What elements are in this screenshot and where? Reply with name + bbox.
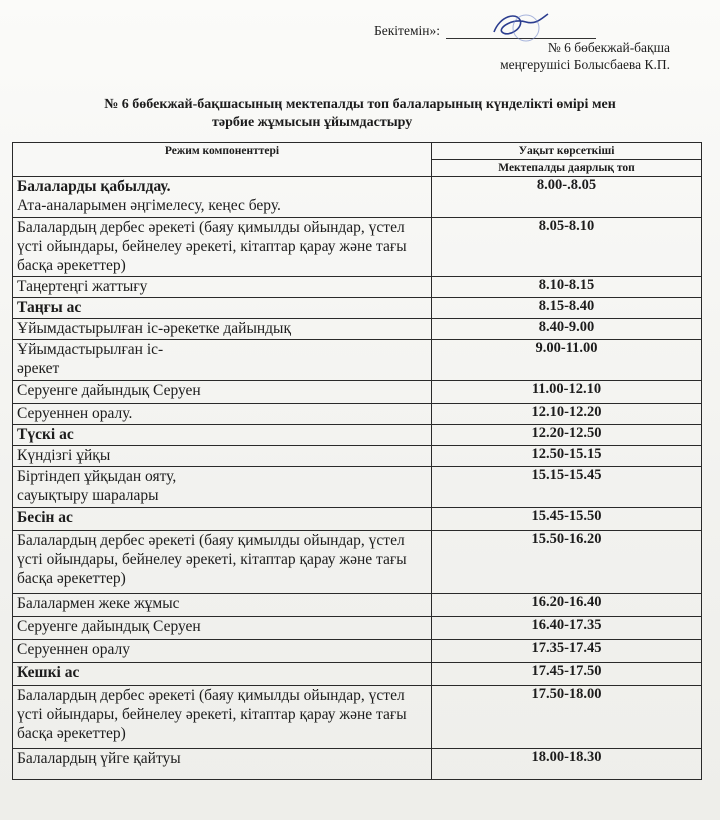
table-row (13, 749, 702, 780)
signature-line (446, 24, 596, 39)
time-cell: 12.10-12.20 (432, 404, 702, 425)
time-cell: 12.50-15.15 (432, 446, 702, 467)
activity-cell (13, 218, 432, 277)
activity-text: Бесін ас (17, 509, 73, 526)
table-row (13, 298, 702, 319)
activity-text: Балалардың үйге қайтуы (17, 750, 181, 767)
table-row (13, 177, 702, 218)
table-row (13, 404, 702, 425)
approval-label: Бекітемін»: (374, 23, 440, 38)
activity-cell (13, 425, 432, 446)
signature-icon (486, 10, 556, 44)
activity-cell (13, 749, 432, 780)
table-row (13, 594, 702, 617)
time-cell: 17.50-18.00 (432, 686, 702, 749)
table-row (13, 319, 702, 340)
activity-cell (13, 531, 432, 594)
title-line-1: № 6 бөбекжай-бақшасының мектепалды топ балаларының күнделікті өмірі мен (104, 97, 616, 112)
activity-cell (13, 446, 432, 467)
table-row (13, 340, 702, 381)
time-cell: 8.15-8.40 (432, 298, 702, 319)
activity-text-line2: Ата-аналарымен әңгімелесу, кеңес беру. (17, 197, 281, 214)
activity-text: Серуеннен оралу (17, 641, 131, 658)
activity-cell (13, 277, 432, 298)
table-row (13, 508, 702, 531)
table-row (13, 640, 702, 663)
table-row (13, 686, 702, 749)
time-cell: 15.50-16.20 (432, 531, 702, 594)
activity-text: Балалардың дербес әрекеті (баяу қимылды ойындар, үстел үсті ойындары, бейнелеу әрекеті, кітаптар қарау және тағы басқа әрекеттер) (17, 532, 407, 587)
time-cell: 18.00-18.30 (432, 749, 702, 780)
activity-cell (13, 177, 432, 218)
time-cell: 15.15-15.45 (432, 467, 702, 508)
time-cell: 17.35-17.45 (432, 640, 702, 663)
time-cell: 12.20-12.50 (432, 425, 702, 446)
activity-text: Кешкі ас (17, 664, 80, 681)
activity-cell (13, 640, 432, 663)
activity-text: Түскі ас (17, 426, 74, 443)
activity-text: Балалардың дербес әрекеті (баяу қимылды ойындар, үстел үсті ойындары, бейнелеу әрекеті, кітаптар қарау және тағы басқа әрекеттер) (17, 219, 407, 274)
col-header-time: Уақыт көрсеткіші (432, 143, 702, 160)
time-cell: 8.05-8.10 (432, 218, 702, 277)
table-row (13, 663, 702, 686)
activity-cell (13, 594, 432, 617)
activity-text-line2: сауықтыру шаралары (17, 487, 159, 504)
activity-cell (13, 319, 432, 340)
approval-head: меңгерушісі Болысбаева К.П. (500, 57, 670, 72)
time-cell: 16.40-17.35 (432, 617, 702, 640)
time-cell: 9.00-11.00 (432, 340, 702, 381)
title-line-2: тәрбие жұмысын ұйымдастыру (212, 115, 413, 130)
activity-text: Күндізгі ұйқы (17, 447, 111, 464)
activity-text: Серуенге дайындық Серуен (17, 382, 201, 399)
activity-text: Таңертеңгі жаттығу (17, 278, 148, 295)
activity-cell (13, 663, 432, 686)
activity-text: Ұйымдастырылған іс-әрекетке дайындық (17, 320, 292, 337)
schedule-table (12, 142, 702, 780)
time-cell: 8.00-.8.05 (432, 177, 702, 218)
table-row (13, 218, 702, 277)
time-cell: 15.45-15.50 (432, 508, 702, 531)
activity-text: Біртіндеп ұйқыдан ояту, (17, 468, 177, 485)
table-row (13, 381, 702, 404)
activity-text: Балалардың дербес әрекеті (баяу қимылды ойындар, үстел үсті ойындары, бейнелеу әрекеті, кітаптар қарау және тағы басқа әрекеттер) (17, 687, 407, 742)
time-cell: 8.10-8.15 (432, 277, 702, 298)
activity-cell (13, 508, 432, 531)
activity-cell (13, 686, 432, 749)
table-row (13, 467, 702, 508)
activity-cell (13, 340, 432, 381)
time-cell: 17.45-17.50 (432, 663, 702, 686)
activity-cell (13, 467, 432, 508)
time-cell: 11.00-12.10 (432, 381, 702, 404)
approval-org: № 6 бөбекжай-бақша (547, 40, 670, 55)
table-row (13, 446, 702, 467)
activity-cell (13, 381, 432, 404)
table-row (13, 277, 702, 298)
activity-text: Балаларды қабылдау. (17, 178, 171, 195)
activity-cell (13, 298, 432, 319)
approval-block (372, 22, 672, 73)
col-subheader-group: Мектепалды даярлық топ (432, 160, 702, 177)
activity-text-line2: әрекет (17, 360, 60, 377)
time-cell: 8.40-9.00 (432, 319, 702, 340)
table-row (13, 531, 702, 594)
schedule-rows (13, 177, 702, 780)
activity-text: Серуенге дайындық Серуен (17, 618, 201, 635)
activity-text: Балалармен жеке жұмыс (17, 595, 180, 612)
activity-cell (13, 617, 432, 640)
table-header-row (13, 143, 702, 160)
activity-text: Таңғы ас (17, 299, 82, 316)
document-title (40, 96, 680, 132)
table-row (13, 617, 702, 640)
col-header-activity: Режим компоненттері (13, 143, 432, 177)
activity-cell (13, 404, 432, 425)
activity-text: Ұйымдастырылған іс- (17, 341, 164, 358)
table-row (13, 425, 702, 446)
time-cell: 16.20-16.40 (432, 594, 702, 617)
activity-text: Серуеннен оралу. (17, 405, 133, 422)
